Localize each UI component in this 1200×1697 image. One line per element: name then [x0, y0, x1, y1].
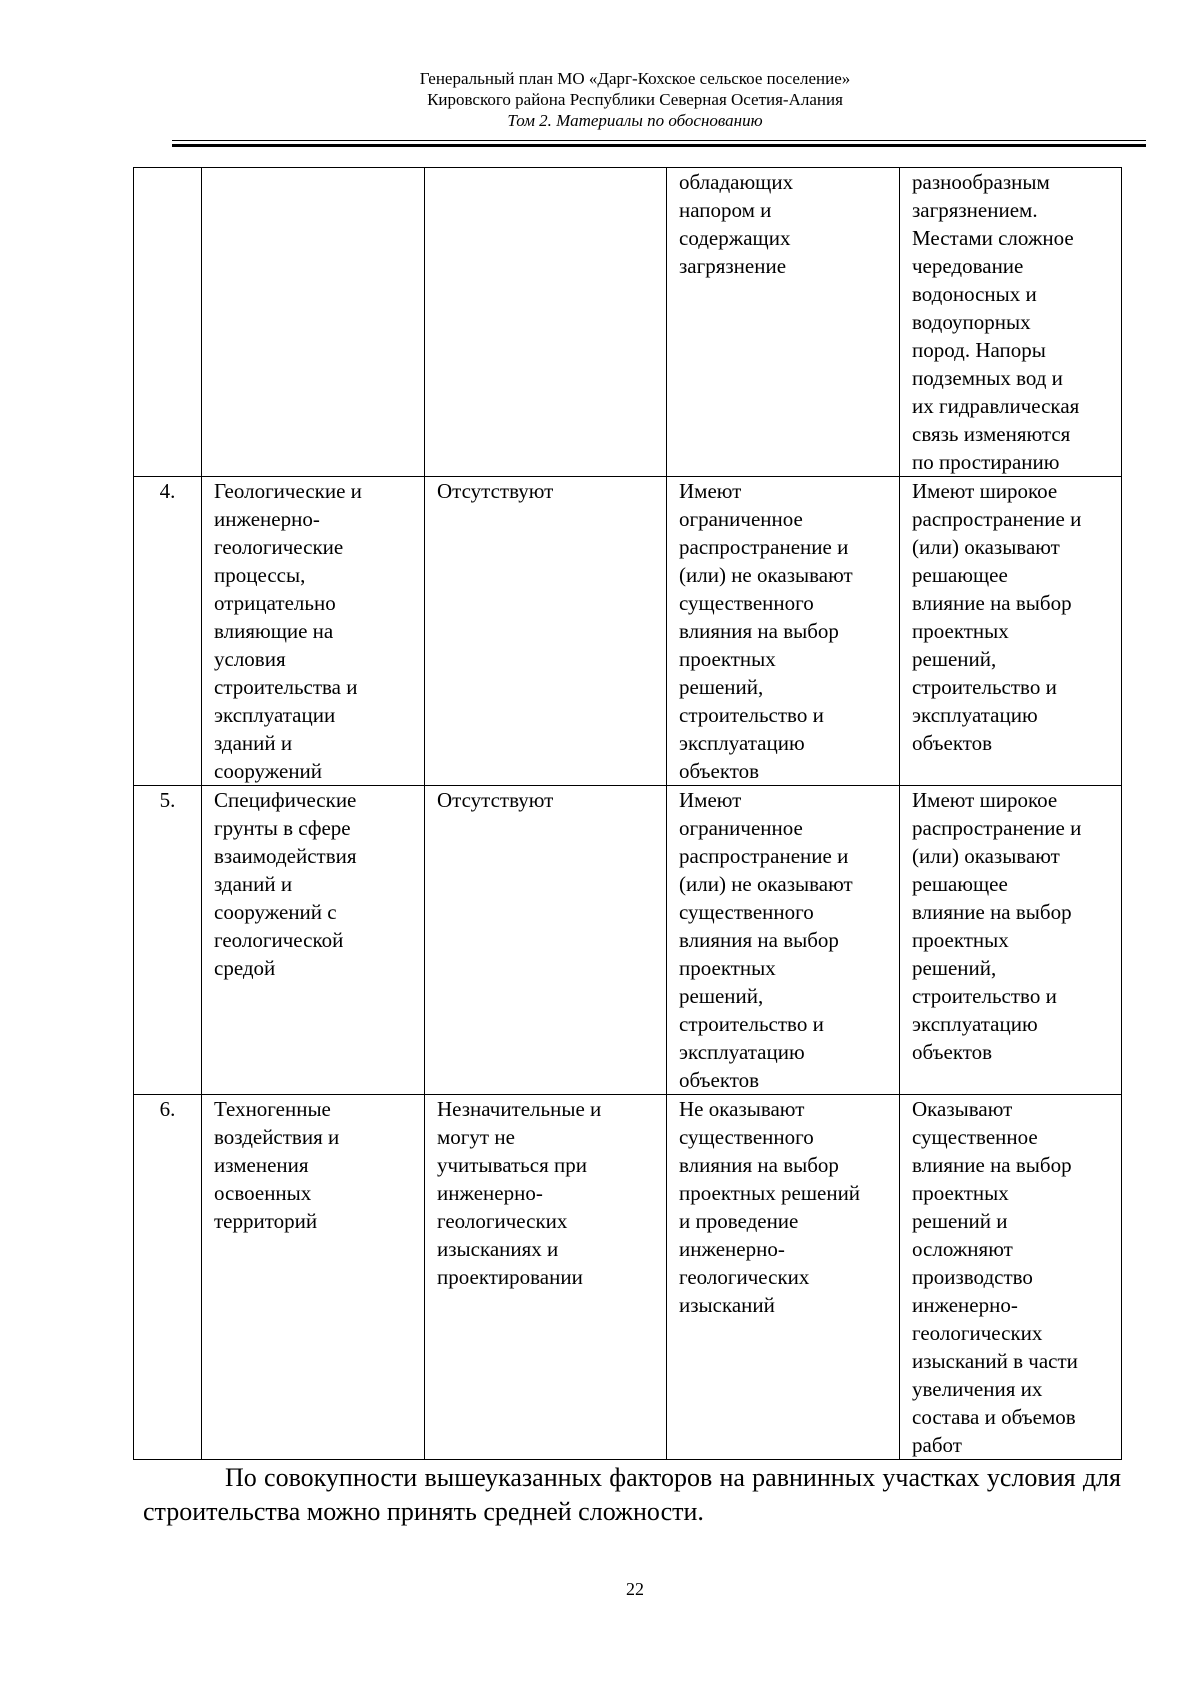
medium-conditions-cell: Имеют ограниченное распространение и (или) не оказывают существенного влияния на выбор проектных решений, строительство и эксплуатацию объектов: [667, 786, 900, 1095]
table-row: [134, 786, 1122, 1095]
row-number-cell: 4.: [134, 477, 202, 786]
header-region-line: Кировского района Республики Северная Осетия-Алания: [427, 90, 843, 109]
header-title-line: Генеральный план МО «Дарг-Кохское сельское поселение»: [419, 69, 851, 88]
complex-conditions-cell: разнообразным загрязнением. Местами сложное чередование водоносных и водоупорных пород. Напоры подземных вод и их гидравлическая связь изменяются по простиранию: [900, 168, 1122, 477]
table-row: [134, 168, 1122, 477]
factor-cell: Геологические и инженерно- геологические процессы, отрицательно влияющие на условия строительства и эксплуатации зданий и сооружений: [202, 477, 425, 786]
row-number-cell: [134, 168, 202, 477]
header-rule-thin: [172, 140, 1146, 141]
complex-conditions-cell: Имеют широкое распространение и (или) оказывают решающее влияние на выбор проектных решений, строительство и эксплуатацию объектов: [900, 477, 1122, 786]
simple-conditions-cell: Отсутствуют: [425, 477, 667, 786]
complex-conditions-cell: Оказывают существенное влияние на выбор проектных решений и осложняют производство инженерно- геологических изысканий в части увеличения их состава и объемов работ: [900, 1095, 1122, 1460]
header-rule-thick: [172, 144, 1146, 147]
header-volume-line: Том 2. Материалы по обоснованию: [507, 111, 763, 130]
row-number-cell: 5.: [134, 786, 202, 1095]
factor-cell: [202, 168, 425, 477]
simple-conditions-cell: Отсутствуют: [425, 786, 667, 1095]
medium-conditions-cell: Не оказывают существенного влияния на выбор проектных решений и проведение инженерно- геологических изысканий: [667, 1095, 900, 1460]
document-header: [0, 68, 1200, 131]
simple-conditions-cell: [425, 168, 667, 477]
conclusion-paragraph: По совокупности вышеуказанных факторов на равнинных участках условия для строительства можно принять средней сложности.: [143, 1463, 1121, 1526]
row-number-cell: 6.: [134, 1095, 202, 1460]
factor-cell: Специфические грунты в сфере взаимодействия зданий и сооружений с геологической средой: [202, 786, 425, 1095]
page-number: 22: [626, 1579, 644, 1599]
medium-conditions-cell: обладающих напором и содержащих загрязнение: [667, 168, 900, 477]
table-row: [134, 1095, 1122, 1460]
table-row: [134, 477, 1122, 786]
complexity-table: [133, 167, 1122, 1460]
medium-conditions-cell: Имеют ограниченное распространение и (или) не оказывают существенного влияния на выбор проектных решений, строительство и эксплуатацию объектов: [667, 477, 900, 786]
complex-conditions-cell: Имеют широкое распространение и (или) оказывают решающее влияние на выбор проектных решений, строительство и эксплуатацию объектов: [900, 786, 1122, 1095]
simple-conditions-cell: Незначительные и могут не учитываться при инженерно- геологических изысканиях и проектировании: [425, 1095, 667, 1460]
factor-cell: Техногенные воздействия и изменения освоенных территорий: [202, 1095, 425, 1460]
